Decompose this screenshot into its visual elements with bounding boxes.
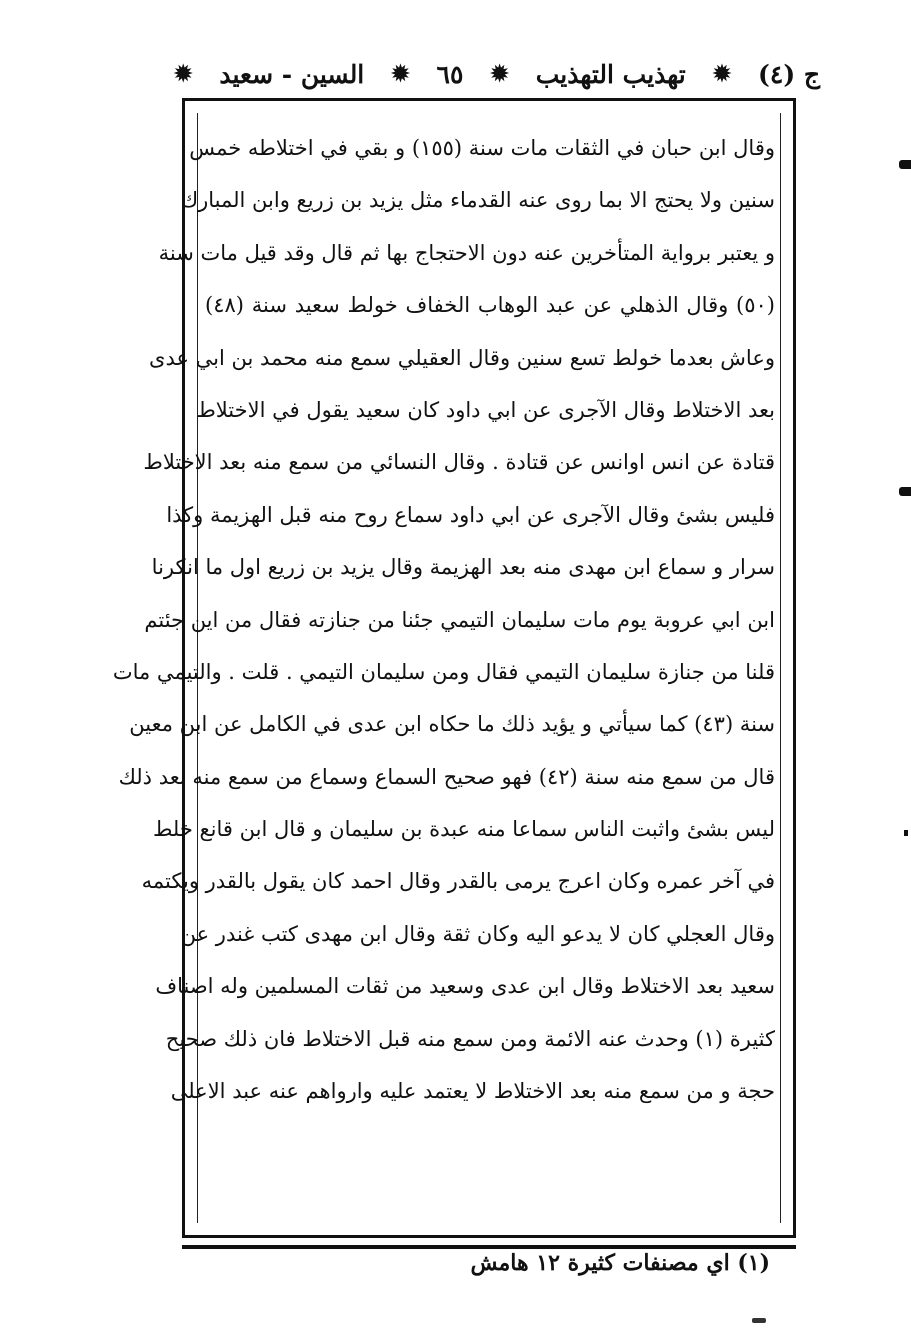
text-line: و يعتبر برواية المتأخرين عنه دون الاحتجاج بها ثم قال وقد قيل مات سنة: [158, 240, 775, 265]
page-edge-mark: [899, 487, 911, 496]
volume-label: ج (٤): [758, 59, 820, 89]
ornament-icon: ✹: [391, 61, 410, 87]
entry-name: السين - سعيد: [219, 59, 365, 89]
page-edge-mark: [904, 830, 908, 836]
text-line: كثيرة (١) وحدث عنه الائمة ومن سمع منه قبل الاختلاط فان ذلك صحيح: [165, 1026, 775, 1051]
text-line: سرار و سماع ابن مهدى منه بعد الهزيمة وقال يزيد بن زريع اول ما انكرنا: [151, 555, 775, 580]
text-line: سعيد بعد الاختلاط وقال ابن عدى وسعيد من ثقات المسلمين وله اصناف: [155, 974, 775, 999]
page-bottom-mark: [752, 1318, 766, 1323]
ornament-icon: ✹: [174, 61, 193, 87]
text-line: ابن ابي عروبة يوم مات سليمان التيمي جئنا من جنازته فقال من اين جئتم: [144, 607, 775, 632]
text-line: وعاش بعدما خولط تسع سنين وقال العقيلي سمع منه محمد بن ابي عدى: [149, 345, 775, 370]
text-line: قال من سمع منه سنة (٤٢) فهو صحيح السماع وسماع من سمع منه بعد ذلك: [118, 764, 775, 789]
text-line: وقال ابن حبان في الثقات مات سنة (١٥٥) و بقي في اختلاطه خمس: [189, 136, 775, 160]
text-line: في آخر عمره وكان اعرج يرمى بالقدر وقال احمد كان يقول بالقدر ويكتمه: [141, 869, 775, 894]
frame-base-rule: [182, 1245, 796, 1249]
text-line: ليس بشئ واثبت الناس سماعا منه عبدة بن سليمان و قال ابن قانع خلط: [152, 817, 775, 842]
body-text: [112, 122, 775, 1117]
ornament-icon: ✹: [490, 61, 509, 87]
footnote: (١) اي مصنفات كثيرة ١٢ هامش: [470, 1250, 770, 1276]
text-line: فليس بشئ وقال الآجرى عن ابي داود سماع روح منه قبل الهزيمة وكذا: [166, 502, 775, 527]
text-line: قتادة عن انس اوانس عن قتادة . وقال النسائي من سمع منه بعد الاختلاط: [143, 450, 775, 475]
text-line: بعد الاختلاط وقال الآجرى عن ابي داود كان سعيد يقول في الاختلاط: [196, 397, 775, 422]
book-title: تهذيب التهذيب: [535, 59, 686, 89]
ornament-icon: ✹: [712, 61, 732, 87]
text-line: حجة و من سمع منه بعد الاختلاط لا يعتمد عليه وارواهم عنه عبد الاعلى: [170, 1079, 775, 1104]
page-number: ٦٥: [436, 59, 464, 89]
text-line: (٥٠) وقال الذهلي عن عبد الوهاب الخفاف خولط سعيد سنة (٤٨): [205, 293, 775, 318]
page-edge-mark: [899, 160, 911, 169]
text-line: سنين ولا يحتج الا بما روى عنه القدماء مثل يزيد بن زريع وابن المبارك: [180, 188, 775, 213]
running-header: [170, 52, 820, 96]
text-line: وقال العجلي كان لا يدعو اليه وكان ثقة وقال ابن مهدى كتب غندر عن: [180, 921, 775, 946]
text-line: سنة (٤٣) كما سيأتي و يؤيد ذلك ما حكاه ابن عدى في الكامل عن ابن معين: [129, 712, 775, 737]
text-line: قلنا من جنازة سليمان التيمي فقال ومن سليمان التيمي . قلت . والتيمي مات: [112, 659, 775, 684]
